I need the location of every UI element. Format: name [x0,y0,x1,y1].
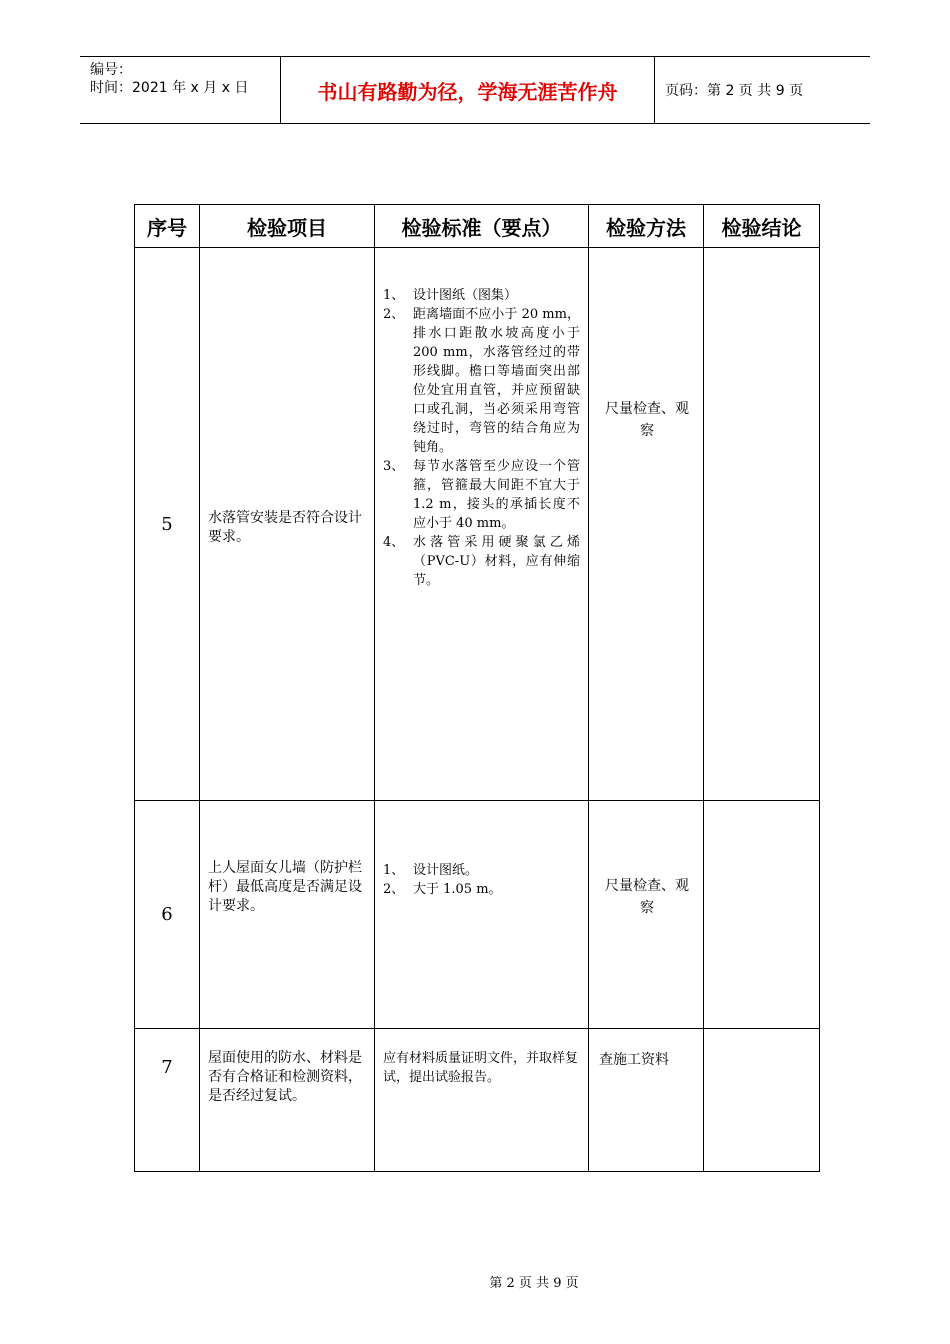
row-number: 5 [135,248,200,801]
row-method [589,801,704,1029]
row-method-text: 尺量检查、观 察 [605,401,703,439]
row-item-text: 屋面使用的防水、材料是否有合格证和检测资料，是否经过复试。 [208,1050,362,1104]
row-method-text: 尺量检查、观 察 [605,878,703,916]
row-standard [375,248,589,801]
row-standard [375,801,589,1029]
standard-item: 3、 每节水落管至少应设一个管箍，管箍最大间距不宜大于 1.2 m，接头的承插长度不应小于 40 mm。 [383,459,580,531]
row-item [200,801,375,1029]
table-header-row [135,205,820,248]
row-method [589,1029,704,1172]
row-number: 7 [135,1029,200,1172]
row-item [200,248,375,801]
page-footer: 第 2 页 共 9 页 [489,1276,579,1291]
standard-item: 1、 设计图纸。 [383,863,479,878]
header-item: 检验项目 [200,205,375,248]
row-standard [375,1029,589,1172]
row-number: 6 [135,801,200,1029]
standard-item: 1、 设计图纸（图集） [383,288,518,303]
standard-list [383,286,580,590]
table-row [135,801,820,1029]
header-standard: 检验标准（要点） [375,205,589,248]
header-conclusion: 检验结论 [704,205,820,248]
row-conclusion [704,801,820,1029]
row-conclusion [704,1029,820,1172]
header-method: 检验方法 [589,205,704,248]
standard-item: 2、 大于 1.05 m。 [383,882,502,897]
table-row [135,1029,820,1172]
header-page-code: 页码：第 2 页 共 9 页 [665,83,804,99]
row-item-text: 上人屋面女儿墙（防护栏杆）最低高度是否满足设计要求。 [208,860,362,914]
inspection-table [134,204,820,1172]
header-no: 序号 [135,205,200,248]
row-item-text: 水落管安装是否符合设计要求。 [208,510,362,545]
row-conclusion [704,248,820,801]
page-header [80,56,870,124]
header-meta [80,57,281,123]
standard-item: 2、 距离墙面不应小于 20 mm，排水口距散水坡高度小于 200 mm，水落管经过的带形线脚。檐口等墙面突出部位处宜用直管，并应预留缺口或孔洞，当必须采用弯管绕过时，弯管的结合角应为钝角。 [383,307,580,455]
row-method [589,248,704,801]
row-standard-text: 应有材料质量证明文件，并取样复试，提出试验报告。 [383,1051,579,1085]
header-motto: 书山有路勤为径，学海无涯苦作舟 [281,57,655,123]
row-method-text: 查施工资料 [599,1052,669,1068]
row-item [200,1029,375,1172]
time-label: 时间：2021 年 x 月 x 日 [90,80,249,96]
table-row [135,248,820,801]
standard-list [383,861,580,899]
standard-item: 4、 水落管采用硬聚氯乙烯（PVC-U）材料，应有伸缩节。 [383,535,580,588]
number-label: 编号： [90,62,132,78]
